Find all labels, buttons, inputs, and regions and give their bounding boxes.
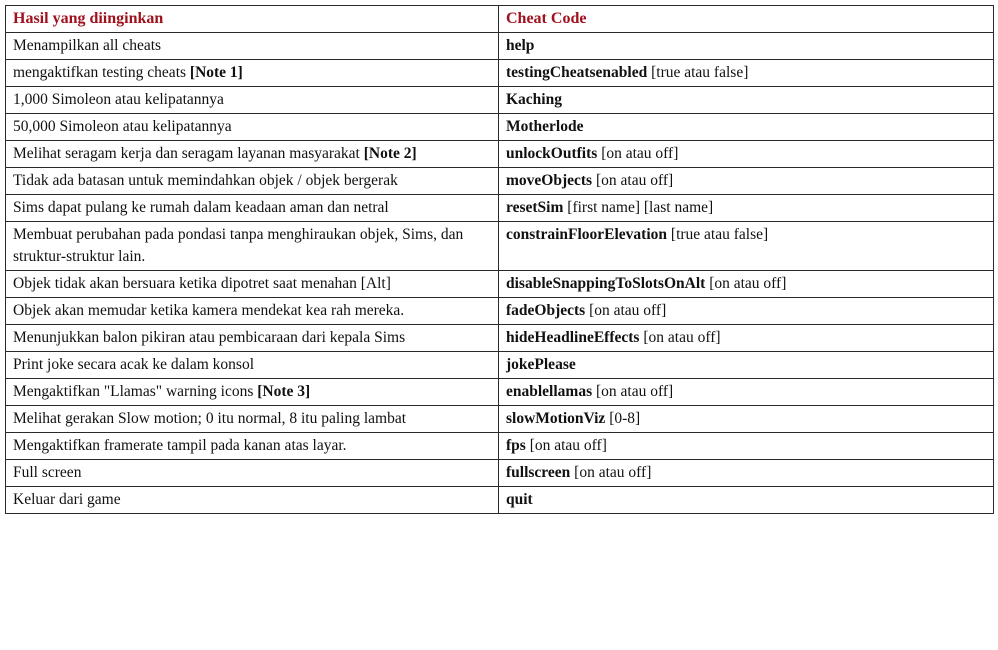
result-text: 1,000 Simoleon atau kelipatannya [13,91,224,108]
header-result: Hasil yang diinginkan [6,6,499,33]
result-text: Melihat gerakan Slow motion; 0 itu normal, 8 itu paling lambat [13,410,407,427]
result-cell [6,141,499,168]
result-text: Menampilkan all cheats [13,37,162,54]
cheat-args: [0-8] [609,410,641,427]
cheat-code-cell [499,460,994,487]
cheat-args: [on atau off] [589,302,667,319]
result-text: Melihat seragam kerja dan seragam layanan masyarakat [13,145,360,162]
cheat-args: [on atau off] [709,275,787,292]
cheat-code: Motherlode [506,118,584,135]
cheat-code-cell [499,271,994,298]
table-row [6,271,994,298]
cheat-args: [on atau off] [529,437,607,454]
cheat-args: [on atau off] [643,329,721,346]
result-cell [6,168,499,195]
result-cell [6,325,499,352]
cheat-code: fps [506,437,526,454]
cheat-code: resetSim [506,199,564,216]
result-text: Objek akan memudar ketika kamera mendekat kea rah mereka. [13,302,405,319]
cheat-code: testingCheatsenabled [506,64,648,81]
result-text: Mengaktifkan framerate tampil pada kanan atas layar. [13,437,347,454]
table-row [6,87,994,114]
note-ref: [Note 1] [189,64,243,81]
note-ref: [Note 3] [257,383,311,400]
table-row [6,114,994,141]
table-row [6,379,994,406]
cheat-code: fadeObjects [506,302,586,319]
result-text: Full screen [13,464,82,481]
result-text: Mengaktifkan "Llamas" warning icons [13,383,254,400]
cheat-code-cell [499,87,994,114]
cheat-args: [on atau off] [596,383,674,400]
cheat-code: hideHeadlineEffects [506,329,640,346]
cheat-code-cell [499,60,994,87]
cheat-code: quit [506,491,533,508]
result-text: Membuat perubahan pada pondasi tanpa menghiraukan objek, Sims, dan struktur-struktur lain. [13,226,464,265]
cheat-code-cell [499,222,994,271]
cheat-code: fullscreen [506,464,571,481]
table-body [6,33,994,514]
cheat-code-cell [499,379,994,406]
table-row [6,352,994,379]
table-row [6,60,994,87]
note-ref: [Note 2] [363,145,417,162]
cheat-code: constrainFloorElevation [506,226,668,243]
cheat-code: unlockOutfits [506,145,598,162]
cheat-code-cell [499,325,994,352]
cheat-code-cell [499,487,994,514]
cheat-code: Kaching [506,91,562,108]
result-cell [6,406,499,433]
cheat-args: [on atau off] [595,172,674,189]
result-text: mengaktifkan testing cheats [13,64,187,81]
cheat-code-cell [499,195,994,222]
cheat-code-table [5,5,994,514]
table-row [6,141,994,168]
result-cell [6,433,499,460]
table-row [6,325,994,352]
result-cell [6,352,499,379]
result-text: Menunjukkan balon pikiran atau pembicaraan dari kepala Sims [13,329,406,346]
cheat-table-container [5,5,993,514]
result-cell [6,87,499,114]
result-text: 50,000 Simoleon atau kelipatannya [13,118,232,135]
table-row [6,33,994,60]
cheat-code: jokePlease [506,356,576,373]
result-text: Sims dapat pulang ke rumah dalam keadaan aman dan netral [13,199,389,216]
cheat-args: [true atau false] [670,226,769,243]
cheat-code-cell [499,168,994,195]
cheat-args: [true atau false] [651,64,749,81]
cheat-code-cell [499,114,994,141]
result-cell [6,460,499,487]
cheat-code: slowMotionViz [506,410,606,427]
cheat-code: enablellamas [506,383,593,400]
result-cell [6,60,499,87]
cheat-code-cell [499,141,994,168]
result-text: Tidak ada batasan untuk memindahkan objek / objek bergerak [13,172,398,189]
cheat-args: [on atau off] [601,145,679,162]
result-cell [6,379,499,406]
result-cell [6,33,499,60]
result-text: Objek tidak akan bersuara ketika dipotret saat menahan [Alt] [13,275,391,292]
table-header-row [6,6,994,33]
table-row [6,298,994,325]
result-cell [6,298,499,325]
table-row [6,433,994,460]
result-text: Print joke secara acak ke dalam konsol [13,356,255,373]
cheat-code: disableSnappingToSlotsOnAlt [506,275,706,292]
cheat-args: [first name] [last name] [567,199,714,216]
table-row [6,222,994,271]
result-text: Keluar dari game [13,491,121,508]
table-row [6,168,994,195]
table-row [6,460,994,487]
table-row [6,406,994,433]
cheat-code-cell [499,33,994,60]
cheat-code-cell [499,352,994,379]
result-cell [6,114,499,141]
result-cell [6,271,499,298]
cheat-code: help [506,37,535,54]
cheat-code-cell [499,406,994,433]
table-row [6,487,994,514]
result-cell [6,487,499,514]
header-cheat-code: Cheat Code [499,6,994,33]
cheat-code: moveObjects [506,172,593,189]
result-cell [6,195,499,222]
cheat-args: [on atau off] [574,464,652,481]
result-cell [6,222,499,271]
cheat-code-cell [499,298,994,325]
cheat-code-cell [499,433,994,460]
table-row [6,195,994,222]
